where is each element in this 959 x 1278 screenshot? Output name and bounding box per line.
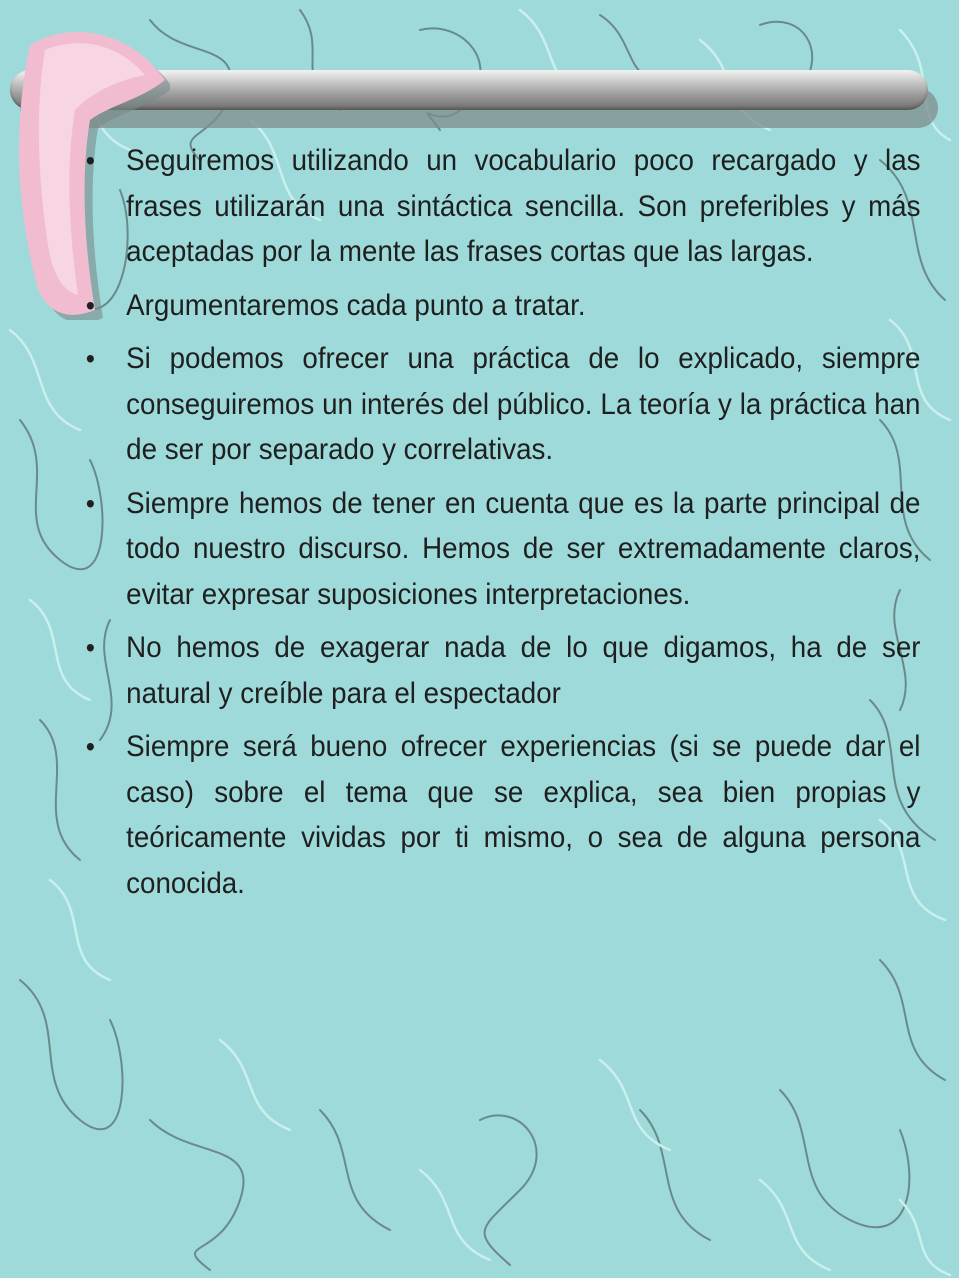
bullet-text: Seguiremos utilizando un vocabulario poco recargado y las frases utilizarán una sintáctica sencilla. Son preferibles y más aceptadas por la mente las frases cortas que las largas. [126, 144, 921, 268]
bullet-text: Siempre será bueno ofrecer experiencias (si se puede dar el caso) sobre el tema que se explica, sea bien propias y teóricamente vividas por ti mismo, o sea de alguna persona conocida. [126, 730, 921, 900]
bullet-marker: • [85, 145, 95, 176]
bullet-marker: • [85, 289, 95, 321]
bullet-item [82, 625, 920, 716]
bullet-marker: • [85, 487, 95, 519]
bullet-text: No hemos de exagerar nada de lo que digamos, ha de ser natural y creíble para el espectador [126, 631, 921, 710]
bullet-text: Si podemos ofrecer una práctica de lo explicado, siempre conseguiremos un interés del público. La teoría y la práctica han de ser por separado y correlativas. [126, 342, 921, 466]
bullet-marker: • [85, 632, 95, 663]
bullet-item [82, 724, 920, 906]
bullet-item [82, 138, 920, 275]
bullet-text: Argumentaremos cada punto a tratar. [126, 288, 586, 322]
bullet-item [82, 283, 920, 329]
bullet-list [82, 138, 921, 914]
bullet-text: Siempre hemos de tener en cuenta que es la parte principal de todo nuestro discurso. Hemos de ser extremadamente claros, evitar expresar suposiciones interpretaciones. [126, 486, 921, 611]
bullet-marker: • [85, 343, 95, 374]
bullet-item [82, 336, 920, 473]
bullet-marker: • [85, 731, 95, 762]
bullet-item [82, 481, 920, 618]
